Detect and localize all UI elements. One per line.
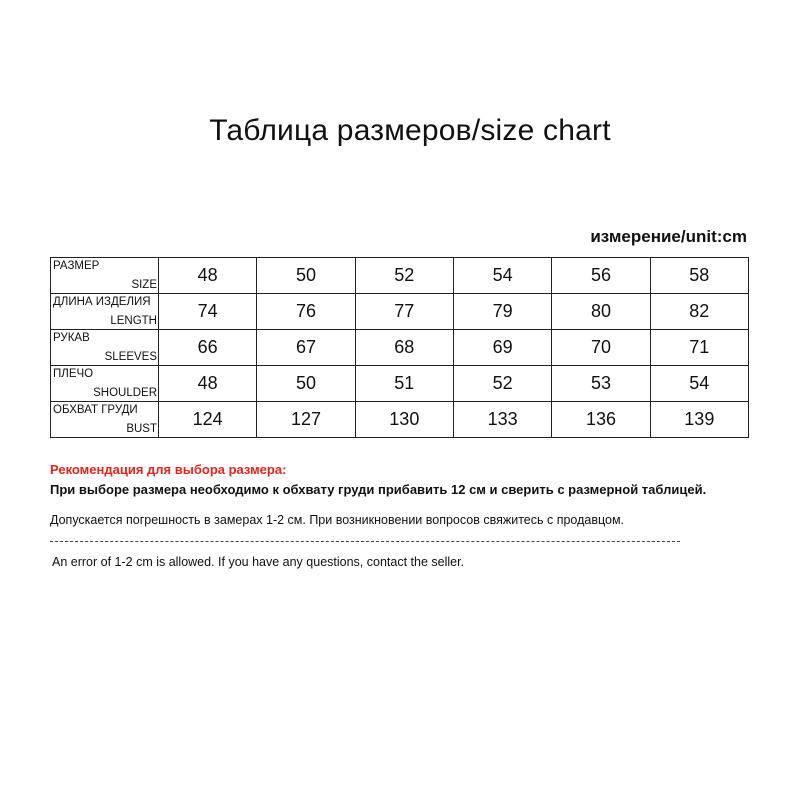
row-label-ru: РАЗМЕР <box>53 260 100 272</box>
row-label-en: SHOULDER <box>93 387 157 399</box>
table-cell: 80 <box>552 294 650 330</box>
table-cell: 68 <box>355 330 453 366</box>
row-label-en: SIZE <box>131 279 157 291</box>
table-cell: 54 <box>650 366 748 402</box>
row-label-cell <box>51 258 159 294</box>
table-cell: 56 <box>552 258 650 294</box>
row-label-en: SLEEVES <box>104 351 157 363</box>
table-cell: 133 <box>453 402 551 438</box>
table-cell: 76 <box>257 294 355 330</box>
table-cell: 127 <box>257 402 355 438</box>
dashed-divider <box>50 541 680 542</box>
row-label-en: BUST <box>126 423 157 435</box>
row-label-cell <box>51 402 159 438</box>
table-cell: 77 <box>355 294 453 330</box>
table-cell: 136 <box>552 402 650 438</box>
row-label-cell <box>51 366 159 402</box>
row-label-cell <box>51 330 159 366</box>
size-table <box>50 257 749 438</box>
tolerance-note-ru: Допускается погрешность в замерах 1-2 см. При возникновении вопросов свяжитесь с продавцом. <box>50 513 625 527</box>
table-cell: 48 <box>159 366 257 402</box>
table-cell: 70 <box>552 330 650 366</box>
recommendation-text: При выборе размера необходимо к обхвату груди прибавить 12 см и сверить с размерной таблицей. <box>50 482 707 497</box>
table-row <box>51 294 749 330</box>
table-cell: 67 <box>257 330 355 366</box>
table-cell: 82 <box>650 294 748 330</box>
table-row <box>51 402 749 438</box>
table-cell: 53 <box>552 366 650 402</box>
table-cell: 48 <box>159 258 257 294</box>
table-cell: 66 <box>159 330 257 366</box>
table-cell: 52 <box>453 366 551 402</box>
row-label-ru: ОБХВАТ ГРУДИ <box>53 404 138 416</box>
row-label-ru: ДЛИНА ИЗДЕЛИЯ <box>53 296 151 308</box>
table-cell: 139 <box>650 402 748 438</box>
table-cell: 50 <box>257 366 355 402</box>
unit-label: измерение/unit:cm <box>590 227 747 246</box>
table-cell: 69 <box>453 330 551 366</box>
table-cell: 71 <box>650 330 748 366</box>
table-cell: 124 <box>159 402 257 438</box>
row-label-cell <box>51 294 159 330</box>
table-cell: 74 <box>159 294 257 330</box>
row-label-ru: РУКАВ <box>53 332 90 344</box>
size-table-body <box>51 258 749 438</box>
row-label-ru: ПЛЕЧО <box>53 368 94 380</box>
table-cell: 130 <box>355 402 453 438</box>
table-cell: 58 <box>650 258 748 294</box>
page-title: Таблица размеров/size chart <box>209 114 611 147</box>
table-cell: 79 <box>453 294 551 330</box>
table-cell: 51 <box>355 366 453 402</box>
row-label-en: LENGTH <box>110 315 157 327</box>
tolerance-note-en: An error of 1-2 cm is allowed. If you have any questions, contact the seller. <box>52 555 465 569</box>
table-row <box>51 366 749 402</box>
table-cell: 50 <box>257 258 355 294</box>
recommendation-title: Рекомендация для выбора размера: <box>50 462 287 477</box>
table-row <box>51 258 749 294</box>
table-cell: 52 <box>355 258 453 294</box>
table-cell: 54 <box>453 258 551 294</box>
table-row <box>51 330 749 366</box>
